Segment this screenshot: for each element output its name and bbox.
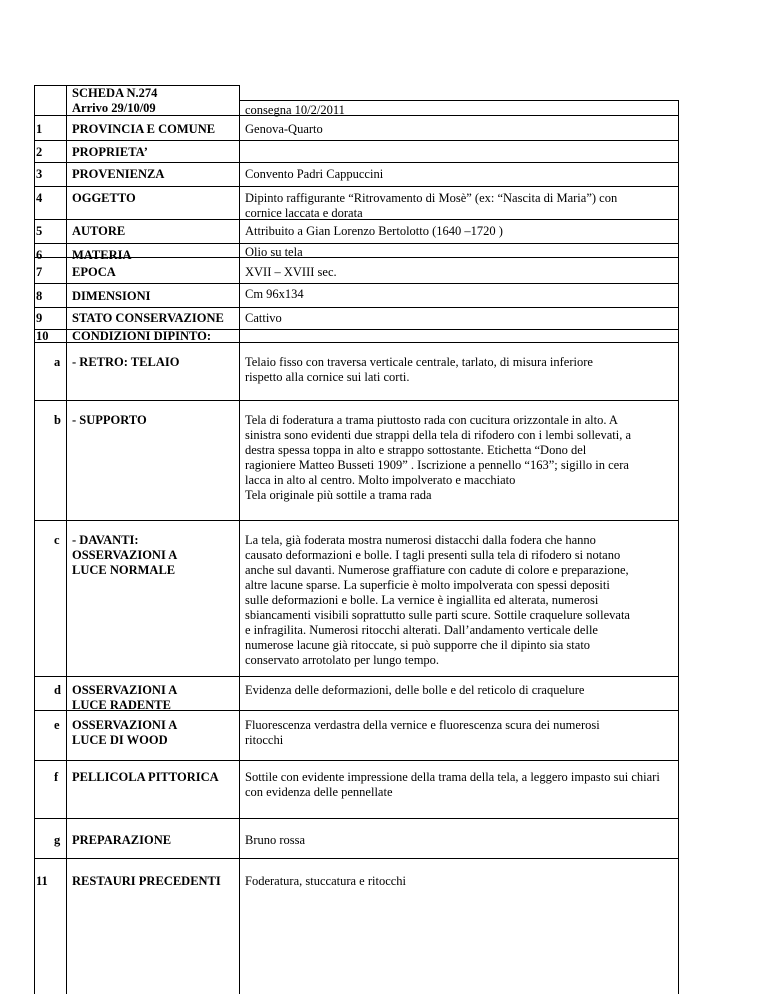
- row-number: 5: [36, 224, 43, 238]
- row-label: AUTORE: [72, 224, 126, 238]
- row-label: PROVENIENZA: [72, 167, 165, 181]
- arrival-date: Arrivo 29/10/09: [72, 101, 156, 115]
- row-letter: g: [54, 833, 61, 847]
- row-value: Fluorescenza verdastra della vernice e fluorescenza scura dei numerosi ritocchi: [245, 718, 600, 747]
- grid-line: [678, 100, 679, 994]
- row-value: Bruno rossa: [245, 833, 306, 847]
- scheda-number: SCHEDA N.274: [72, 86, 158, 100]
- row-value-secondary: Tela originale più sottile a trama rada: [245, 488, 432, 502]
- row-value: Telaio fisso con traversa verticale centrale, tarlato, di misura inferiore rispetto alla cornice sui lati corti.: [245, 355, 593, 384]
- grid-line: [34, 186, 679, 187]
- row-label: OSSERVAZIONI A LUCE RADENTE: [72, 683, 178, 712]
- row-number: 9: [36, 311, 43, 325]
- grid-line: [34, 676, 679, 677]
- row-label: - SUPPORTO: [72, 413, 147, 427]
- grid-line: [34, 760, 679, 761]
- row-value: Olio su tela: [245, 245, 303, 259]
- grid-line: [34, 400, 679, 401]
- row-value: Attribuito a Gian Lorenzo Bertolotto (1640 –1720 ): [245, 224, 503, 238]
- row-label: STATO CONSERVAZIONE: [72, 311, 224, 325]
- row-value: La tela, già foderata mostra numerosi distacchi dalla fodera che hanno causato deformazioni e bolle. I tagli presenti sulla tela di rifodero si notano anche sul davanti. Numerose graffiature con cadute di colore e preparazione, altre lacune sparse. La superficie è molto impolverata con spessi depositi sulle deformazioni e bolle. La vernice è ingiallita ed alterata, numerosi sbiancamenti visibili soprattutto sulle parti scure. Sottile craquelure sollevata e infragilita. Numerosi ritocchi alterati. Dall’andamento verticale delle numerose lacune già ritoccate, si può supporre che il dipinto sia stato conservato arrotolato per lungo tempo.: [245, 533, 630, 667]
- row-number: 2: [36, 145, 43, 159]
- row-value: Cattivo: [245, 311, 282, 325]
- row-label: - RETRO: TELAIO: [72, 355, 180, 369]
- row-value: Sottile con evidente impressione della trama della tela, a leggero impasto sui chiari con evidenza delle pennellate: [245, 770, 660, 799]
- grid-line: [34, 283, 679, 284]
- row-label: PREPARAZIONE: [72, 833, 172, 847]
- row-value: Convento Padri Cappuccini: [245, 167, 384, 181]
- row-number: 7: [36, 265, 43, 279]
- row-value: XVII – XVIII sec.: [245, 265, 337, 279]
- row-label: - DAVANTI: OSSERVAZIONI A LUCE NORMALE: [72, 533, 178, 577]
- grid-line: [34, 243, 679, 244]
- row-letter: a: [54, 355, 61, 369]
- row-number: 10: [36, 329, 49, 343]
- row-letter: d: [54, 683, 61, 697]
- grid-line: [34, 818, 679, 819]
- row-label: EPOCA: [72, 265, 116, 279]
- grid-line: [239, 100, 679, 101]
- row-label: OSSERVAZIONI A LUCE DI WOOD: [72, 718, 178, 747]
- grid-line: [34, 307, 679, 308]
- row-number: 1: [36, 122, 43, 136]
- row-label: CONDIZIONI DIPINTO:: [72, 329, 212, 343]
- row-letter: f: [54, 770, 59, 784]
- row-value: Tela di foderatura a trama piuttosto rada con cucitura orizzontale in alto. A sinistra sono evidenti due strappi della tela di rifodero con i lembi sollevati, a destra spessa toppa in alto e strappo sottostante. Etichetta “Dono del ragioniere Matteo Busseti 1909” . Iscrizione a pennello “163”; sigillo in cera lacca in alto al centro. Molto impolverato e macchiato: [245, 413, 632, 487]
- row-label: PELLICOLA PITTORICA: [72, 770, 219, 784]
- row-value: Foderatura, stuccatura e ritocchi: [245, 874, 407, 888]
- row-label: PROVINCIA E COMUNE: [72, 122, 216, 136]
- row-label: DIMENSIONI: [72, 289, 151, 303]
- row-letter: b: [54, 413, 61, 427]
- row-value: Genova-Quarto: [245, 122, 323, 136]
- row-value: Evidenza delle deformazioni, delle bolle e del reticolo di craquelure: [245, 683, 585, 697]
- row-number: 6: [36, 248, 43, 262]
- delivery-date: consegna 10/2/2011: [245, 103, 345, 117]
- grid-line: [34, 140, 679, 141]
- row-value: Dipinto raffigurante “Ritrovamento di Mosè” (ex: “Nascita di Maria”) con cornice laccata e dorata: [245, 191, 618, 220]
- row-label: MATERIA: [72, 248, 132, 262]
- row-number: 8: [36, 289, 43, 303]
- row-label: PROPRIETA’: [72, 145, 148, 159]
- grid-line: [34, 858, 679, 859]
- row-number: 4: [36, 191, 43, 205]
- row-label: RESTAURI PRECEDENTI: [72, 874, 221, 888]
- row-letter: e: [54, 718, 60, 732]
- row-number: 11: [36, 874, 48, 888]
- grid-line: [34, 162, 679, 163]
- row-label: OGGETTO: [72, 191, 136, 205]
- row-letter: c: [54, 533, 60, 547]
- row-number: 3: [36, 167, 43, 181]
- grid-line: [34, 520, 679, 521]
- row-value: Cm 96x134: [245, 287, 304, 301]
